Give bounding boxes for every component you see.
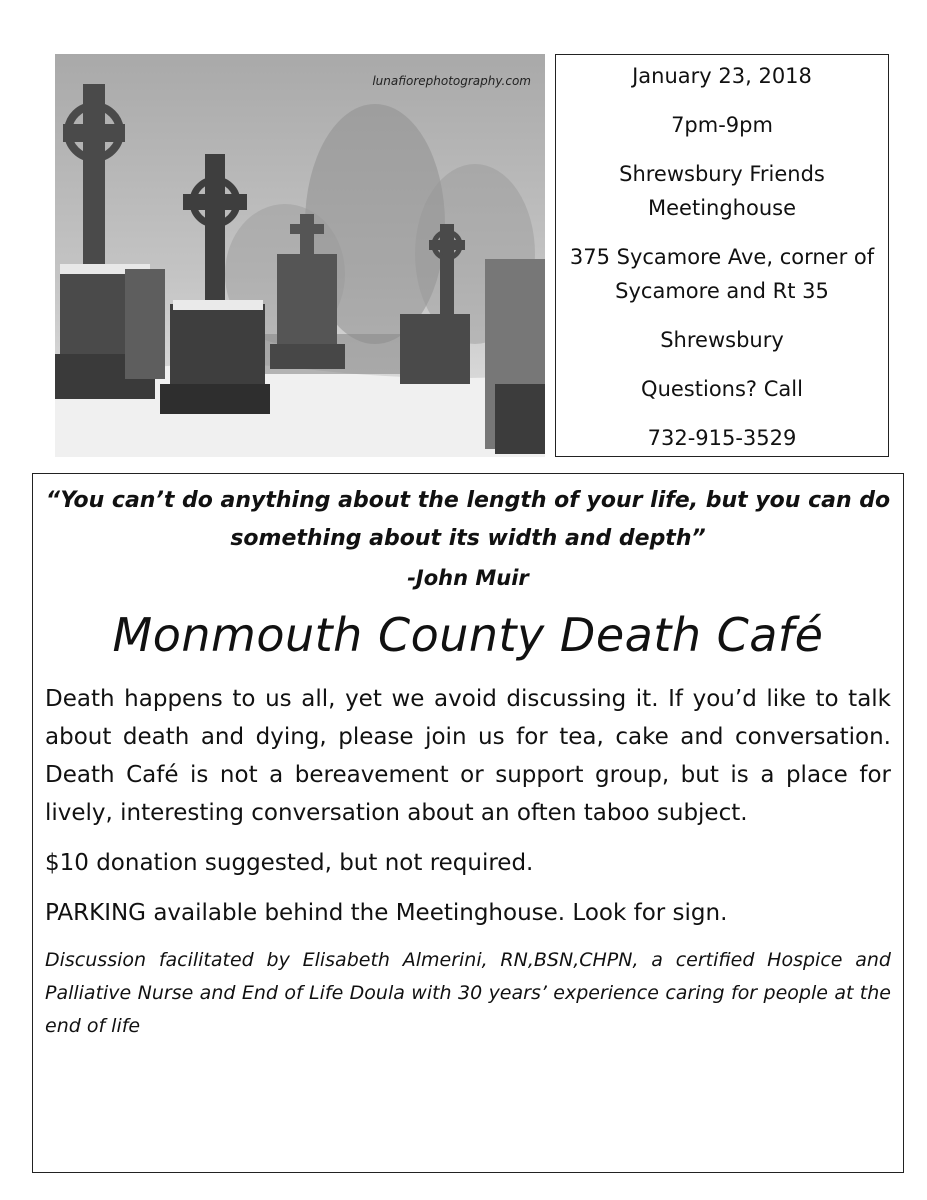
contact-phone: 732-915-3529 <box>647 426 797 450</box>
description-paragraph: Death happens to us all, yet we avoid discussing it. If you’d like to talk about death and dying, please join us for tea, cake and conversation. Death Café is not a bereavement or support group, but is a place for lively, interesting conversation about an often taboo subject. <box>45 686 891 826</box>
donation-note: $10 donation suggested, but not required. <box>45 850 534 876</box>
event-details-box <box>555 54 889 457</box>
contact-label: Questions? Call <box>641 377 803 401</box>
flyer-main-box <box>32 473 904 1173</box>
photo-credit: lunafiorephotography.com <box>372 74 531 88</box>
cemetery-photo <box>55 54 545 457</box>
event-address: 375 Sycamore Ave, corner of Sycamore and Rt 35 <box>569 245 875 303</box>
parking-note: PARKING available behind the Meetinghouse. Look for sign. <box>45 900 728 926</box>
facilitator-note: Discussion facilitated by Elisabeth Almerini, RN,BSN,CHPN, a certified Hospice and Palliative Nurse and End of Life Doula with 30 years’ experience caring for people at the end of life <box>45 949 891 1037</box>
flyer-title: Monmouth County Death Café <box>112 608 824 662</box>
event-date: January 23, 2018 <box>632 64 812 88</box>
quote-attribution: -John Muir <box>407 566 529 590</box>
cemetery-illustration <box>55 54 545 457</box>
quote: “You can’t do anything about the length of your life, but you can do something about its width and depth” <box>45 488 891 551</box>
event-venue: Shrewsbury Friends Meetinghouse <box>619 162 825 220</box>
event-time: 7pm-9pm <box>671 113 773 137</box>
event-town: Shrewsbury <box>660 328 784 352</box>
